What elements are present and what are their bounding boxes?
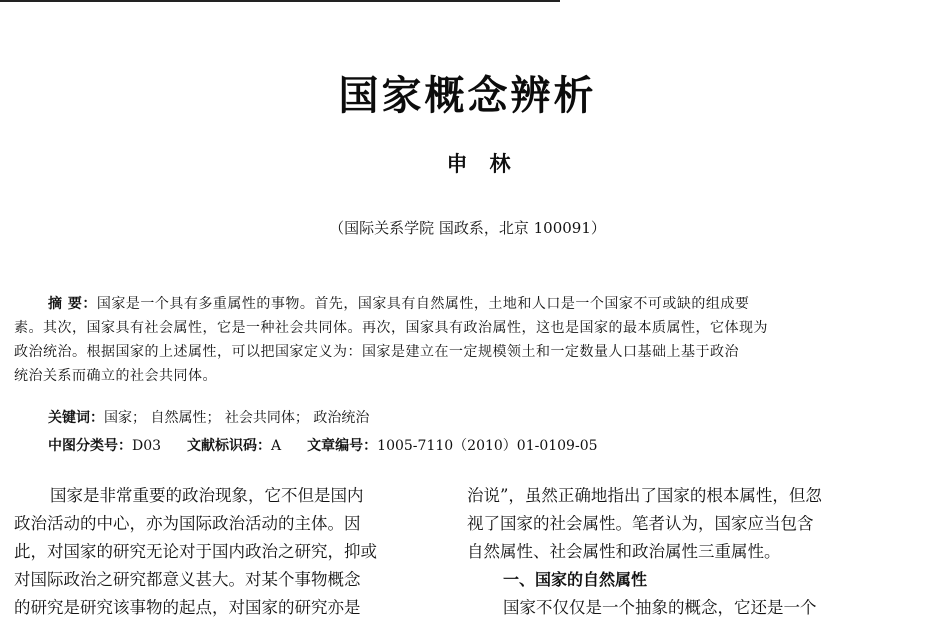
body-left-line: 此，对国家的研究无论对于国内政治之研究，抑或 bbox=[14, 542, 377, 561]
body-left-line: 政治活动的中心，亦为国际政治活动的主体。因 bbox=[14, 514, 361, 533]
body-left-line: 国家是非常重要的政治现象，它不但是国内 bbox=[50, 486, 364, 505]
abstract-label: 摘 要： bbox=[48, 296, 97, 312]
paper-title: 国家概念辨析 bbox=[338, 73, 597, 119]
author-affiliation: （国际关系学院 国政系，北京 100091） bbox=[329, 219, 606, 237]
body-left-line: 的研究是研究该事物的起点，对国家的研究亦是 bbox=[14, 598, 361, 617]
body-left-line: 对国际政治之研究都意义甚大。对某个事物概念 bbox=[14, 570, 361, 589]
abstract-line-1 bbox=[14, 292, 880, 316]
article-number-label: 文章编号： bbox=[307, 438, 378, 454]
body-column-left bbox=[14, 482, 434, 622]
keywords-line bbox=[48, 407, 369, 429]
article-number-value: 1005-7110（2010）01-0109-05 bbox=[377, 438, 598, 454]
body-right-line: 自然属性、社会属性和政治属性三重属性。 bbox=[467, 542, 781, 561]
body-column-right bbox=[467, 482, 887, 622]
clc-label: 中图分类号： bbox=[48, 438, 132, 454]
doc-code-label: 文献标识码： bbox=[187, 438, 272, 454]
abstract-text: 国家是一个具有多重属性的事物。首先，国家具有自然属性，土地和人口是一个国家不可或缺的组成要 bbox=[96, 296, 750, 312]
section-heading: 一、国家的自然属性 bbox=[503, 570, 648, 589]
top-rule bbox=[0, 0, 560, 2]
clc-value: D03 bbox=[132, 438, 162, 454]
abstract-line-3: 政治统治。根据国家的上述属性，可以把国家定义为：国家是建立在一定规模领土和一定数量人口基础上基于政治 bbox=[14, 344, 739, 360]
abstract-line-2: 素。其次，国家具有社会属性，它是一种社会共同体。再次，国家具有政治属性，这也是国家的最本质属性，它体现为 bbox=[14, 320, 768, 336]
keywords-value: 国家； 自然属性； 社会共同体； 政治统治 bbox=[104, 410, 370, 426]
keywords-label: 关键词： bbox=[48, 410, 104, 426]
body-right-line: 视了国家的社会属性。笔者认为，国家应当包含 bbox=[467, 514, 814, 533]
body-right-line: 治说”，虽然正确地指出了国家的根本属性，但忽 bbox=[467, 486, 822, 505]
abstract-line-4: 统治关系而确立的社会共同体。 bbox=[14, 368, 217, 384]
abstract-block bbox=[14, 292, 880, 388]
author-name: 申林 bbox=[446, 151, 533, 176]
doc-code-value: A bbox=[271, 438, 282, 454]
classification-line bbox=[48, 435, 598, 457]
body-right-line: 国家不仅仅是一个抽象的概念，它还是一个 bbox=[503, 598, 817, 617]
